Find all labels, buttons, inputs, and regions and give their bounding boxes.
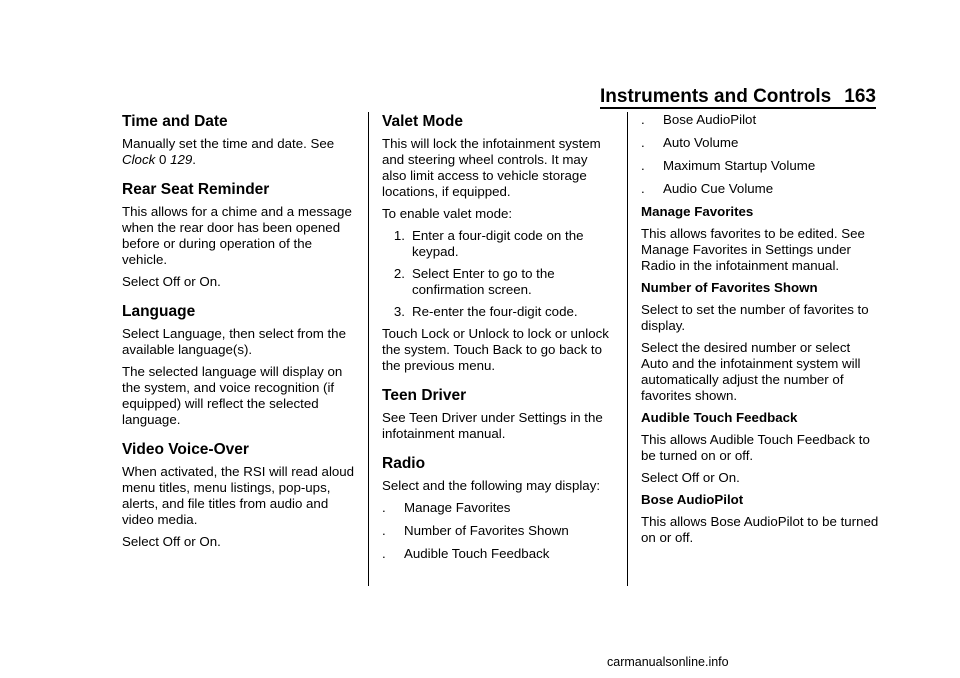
language-p1: Select Language, then select from the available language(s). [122, 326, 346, 357]
rear-seat-p2: Select Off or On. [122, 274, 221, 289]
step-number: 1. [393, 228, 405, 243]
list-item-text: Auto Volume [663, 135, 739, 150]
valet-p2: To enable valet mode: [382, 206, 513, 221]
bullet: . [641, 158, 645, 173]
bose-heading: Bose AudioPilot [641, 492, 744, 507]
list-item [382, 304, 614, 320]
teen-p1: See Teen Driver under Settings in the infotainment manual. [382, 410, 603, 441]
number-favorites-p2: Select the desired number or select Auto and the infotainment system will automatically adjust the number of favorites shown. [641, 340, 861, 403]
bullet: . [641, 181, 645, 196]
language-p2: The selected language will display on the system, and voice recognition (if equipped) will reflect the selected language. [122, 364, 343, 427]
number-favorites-heading: Number of Favorites Shown [641, 280, 818, 295]
radio-list-continued [641, 112, 879, 197]
column-3 [641, 112, 879, 552]
list-item [382, 266, 614, 298]
valet-heading: Valet Mode [382, 113, 463, 130]
list-item-text: Bose AudioPilot [663, 112, 757, 127]
step-number: 3. [393, 304, 405, 319]
step-number: 2. [393, 266, 405, 281]
teen-heading: Teen Driver [382, 387, 467, 404]
list-item [382, 228, 614, 260]
language-heading: Language [122, 303, 196, 320]
radio-p1: Select and the following may display: [382, 478, 601, 493]
manage-favorites-heading: Manage Favorites [641, 204, 754, 219]
step-text: Re-enter the four-digit code. [412, 304, 578, 319]
list-item [641, 135, 879, 151]
audible-feedback-p1: This allows Audible Touch Feedback to be turned on or off. [641, 432, 870, 463]
audible-feedback-p2: Select Off or On. [641, 470, 740, 485]
column-2 [382, 112, 614, 569]
list-item-text: Audible Touch Feedback [404, 546, 550, 561]
clock-link[interactable]: Clock [122, 152, 156, 167]
list-item [641, 112, 879, 128]
manage-favorites-p1: This allows favorites to be edited. See Manage Favorites in Settings under Radio in the infotainment manual. [641, 226, 865, 273]
time-date-heading: Time and Date [122, 113, 228, 130]
valet-steps [382, 228, 614, 320]
bullet: . [382, 523, 386, 538]
time-date-text-prefix: Manually set the time and date. See [122, 136, 335, 151]
list-item [382, 523, 614, 539]
section-title: Instruments and Controls [600, 86, 832, 107]
bullet: . [641, 135, 645, 150]
clock-page-ref[interactable]: 129 [170, 152, 193, 167]
video-p2: Select Off or On. [122, 534, 221, 549]
list-item-text: Manage Favorites [404, 500, 511, 515]
column-divider-1 [368, 112, 369, 586]
list-item [641, 181, 879, 197]
audible-feedback-heading: Audible Touch Feedback [641, 410, 798, 425]
list-item [382, 546, 614, 562]
list-item-text: Number of Favorites Shown [404, 523, 569, 538]
video-p1: When activated, the RSI will read aloud menu titles, menu listings, pop-ups, alerts, and file titles from audio and video media. [122, 464, 355, 527]
list-item-text: Audio Cue Volume [663, 181, 774, 196]
list-item [382, 500, 614, 516]
radio-heading: Radio [382, 455, 426, 472]
bullet: . [641, 112, 645, 127]
rear-seat-heading: Rear Seat Reminder [122, 181, 270, 198]
page-number: 163 [844, 86, 876, 107]
page-header [600, 82, 876, 108]
list-item [641, 158, 879, 174]
column-1 [122, 112, 358, 556]
number-favorites-p1: Select to set the number of favorites to display. [641, 302, 869, 333]
time-date-text [122, 136, 358, 168]
bose-p1: This allows Bose AudioPilot to be turned on or off. [641, 514, 879, 545]
valet-p1: This will lock the infotainment system and steering wheel controls. It may also limit access to vehicle storage locations, if equipped. [382, 136, 601, 199]
step-text: Enter a four-digit code on the keypad. [412, 228, 584, 259]
valet-p3: Touch Lock or Unlock to lock or unlock the system. Touch Back to go back to the previous menu. [382, 326, 609, 373]
rear-seat-p1: This allows for a chime and a message when the rear door has been opened before or during operation of the vehicle. [122, 204, 352, 267]
header-rule [600, 107, 876, 109]
radio-list [382, 500, 614, 562]
bullet: . [382, 546, 386, 561]
watermark: carmanualsonline.info [607, 655, 729, 669]
column-divider-2 [627, 112, 628, 586]
bullet: . [382, 500, 386, 515]
page-ref-symbol: 0 [158, 152, 167, 167]
step-text: Select Enter to go to the confirmation screen. [412, 266, 555, 297]
time-date-text-suffix: . [192, 152, 196, 167]
list-item-text: Maximum Startup Volume [663, 158, 816, 173]
video-heading: Video Voice-Over [122, 441, 249, 458]
